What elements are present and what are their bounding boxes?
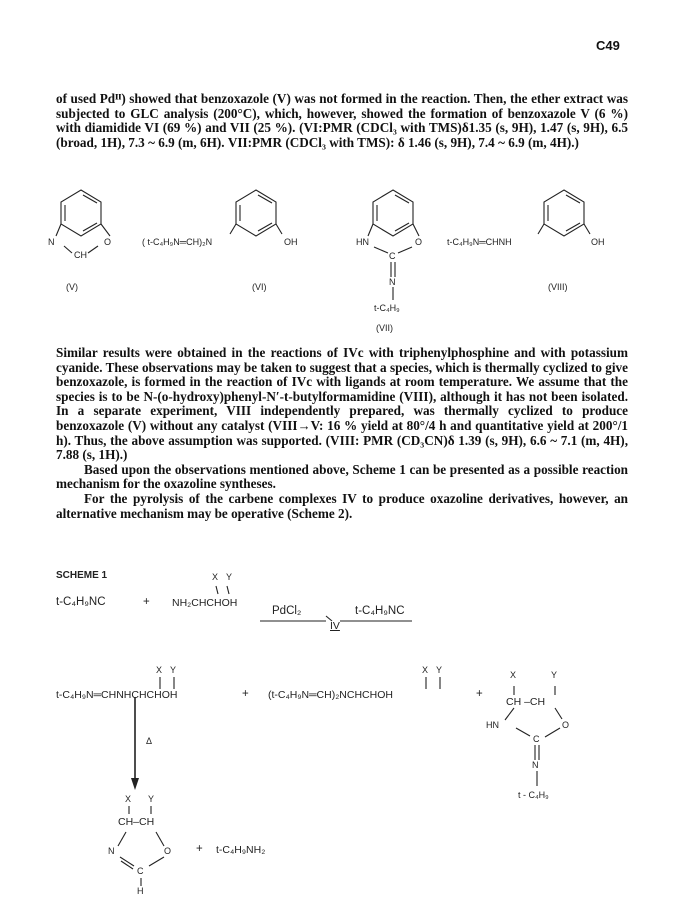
oxazoline-chch-label: CH–CH (118, 816, 155, 828)
oxazoline-y-label: Y (148, 794, 155, 804)
scheme-x-label: X (212, 572, 219, 582)
product1-y-label: Y (170, 665, 177, 675)
scheme-intermediate: IV (330, 620, 340, 632)
compound-vi-label: (VI) (252, 282, 267, 292)
scheme-y-label: Y (226, 572, 233, 582)
paragraph-mechanism-text: Based upon the observations mentioned above, Scheme 1 can be presented as a possible reaction mechanism for the oxazoline syntheses. (56, 461, 628, 492)
ring-o-label: O (562, 720, 570, 730)
page-number: C49 (596, 38, 620, 53)
paragraph-discussion (56, 346, 628, 521)
compound-v-label: (V) (66, 282, 78, 292)
paragraph-discussion-text: Similar results were obtained in the reactions of IVc with triphenylphosphine and with potassium cyanide. These observations may be taken to suggest that a species, which is thermally cyclized to give benzoxazole, is formed in the reaction of IVc with ligands at room temperature. We assume that the species is to be N-(o-hydroxy)phenyl-N′-t-butylformamidine (VIII), although it has not been isolated. In a separate experiment, VIII independently prepared, was thermally cyclized to produce benzoxazole (V) without any catalyst (VIII→V: 16 % yield at 80°/4 h and quantitative yield at 200°/1 h). Thus, the above assumption was supported. (VIII: PMR (CD₃CN)δ 1.39 (s, 9H), 6.6 ~ 7.1 (m, 4H), 7.88 (s, 1H).) (56, 345, 628, 463)
compound-v-ch-label: CH (74, 250, 87, 260)
compound-vii-n-label: N (389, 277, 396, 287)
ring-x-label: X (510, 670, 517, 680)
oxazoline-x-label: X (125, 794, 132, 804)
compound-vii-tbutyl-label: t-C₄H₉ (374, 303, 400, 313)
oxazoline-o-label: O (164, 846, 172, 856)
ring-chch-label: CH –CH (506, 696, 546, 708)
compound-v-o-label: O (104, 237, 112, 247)
scheme-reactant-aminoalcohol: NH₂CHCHOH (172, 597, 238, 609)
benzoxazole-ring-drawing (56, 190, 110, 253)
paragraph-pyrolysis-text: For the pyrolysis of the carbene complexes IV to produce oxazoline derivatives, however, an alternative mechanism may be operative (Scheme 2). (56, 490, 628, 521)
compound-vii-o-label: O (415, 237, 423, 247)
scheme-plus-1: + (143, 596, 150, 608)
compound-vii-label: (VII) (376, 323, 393, 333)
scheme-byproduct-amine: t-C₄H₉NH₂ (216, 844, 266, 856)
scheme-reagent: t-C₄H₉NC (355, 605, 405, 617)
scheme-reactant-isocyanide: t-C₄H₉NC (56, 596, 106, 608)
product2-x-label: X (422, 665, 429, 675)
scheme-title: SCHEME 1 (56, 570, 108, 581)
ring-y-label: Y (551, 670, 558, 680)
compound-viii-substituent: t-C₄H₉N═CHNH (447, 237, 512, 247)
heat-symbol: Δ (146, 736, 153, 746)
phenol-ring-drawing-viii (538, 190, 590, 236)
oxazoline-c-label: C (137, 866, 144, 876)
scheme-plus-2: + (242, 688, 249, 700)
phenol-ring-drawing-vi (230, 190, 282, 236)
compound-viii-label: (VIII) (548, 282, 568, 292)
compound-v-n-label: N (48, 237, 55, 247)
paragraph-results-text: of used Pdᴵᴵ) showed that benzoxazole (V) was not formed in the reaction. Then, the ether extract was subjected to GLC analysis (200°C), which, however, showed the formation of benzoxazole V (6 %) with diamidide VI (69 %) and VII (25 %). (VI:PMR (CDCl₃ with TMS)δ1.35 (s, 9H), 1.47 (s, 9H), 6.5 (broad, 1H), 7.3 ~ 6.9 (m, 6H). VII:PMR (CDCl₃ with TMS): δ 1.46 (s, 9H), 7.4 ~ 6.9 (m, 4H).) (56, 91, 628, 150)
compound-vii-c-label: C (389, 251, 396, 261)
ring-hn-label: HN (486, 720, 499, 730)
scheme-catalyst: PdCl₂ (272, 605, 302, 617)
ring-n-label: N (532, 760, 539, 770)
scheme-plus-4: + (196, 843, 203, 855)
scheme-product-formamidine: t-C₄H₉N═CHNHCHCHOH (56, 689, 178, 701)
product1-x-label: X (156, 665, 163, 675)
scheme-product-diamidide: (t-C₄H₉N═CH)₂NCHCHOH (268, 689, 393, 701)
compound-vii-hn-label: HN (356, 237, 369, 247)
oxazoline-n-label: N (108, 846, 115, 856)
compound-vi-oh-label: OH (284, 237, 298, 247)
ring-tbutyl-label: t - C₄H₉ (518, 790, 549, 800)
ring-c-label: C (533, 734, 540, 744)
heat-arrow-head (131, 778, 139, 790)
scheme-plus-3: + (476, 688, 483, 700)
compound-vi-substituent: ( t-C₄H₉N═CH)₂N (142, 237, 213, 247)
oxazoline-h-label: H (137, 886, 144, 896)
product2-y-label: Y (436, 665, 443, 675)
compound-viii-oh-label: OH (591, 237, 605, 247)
